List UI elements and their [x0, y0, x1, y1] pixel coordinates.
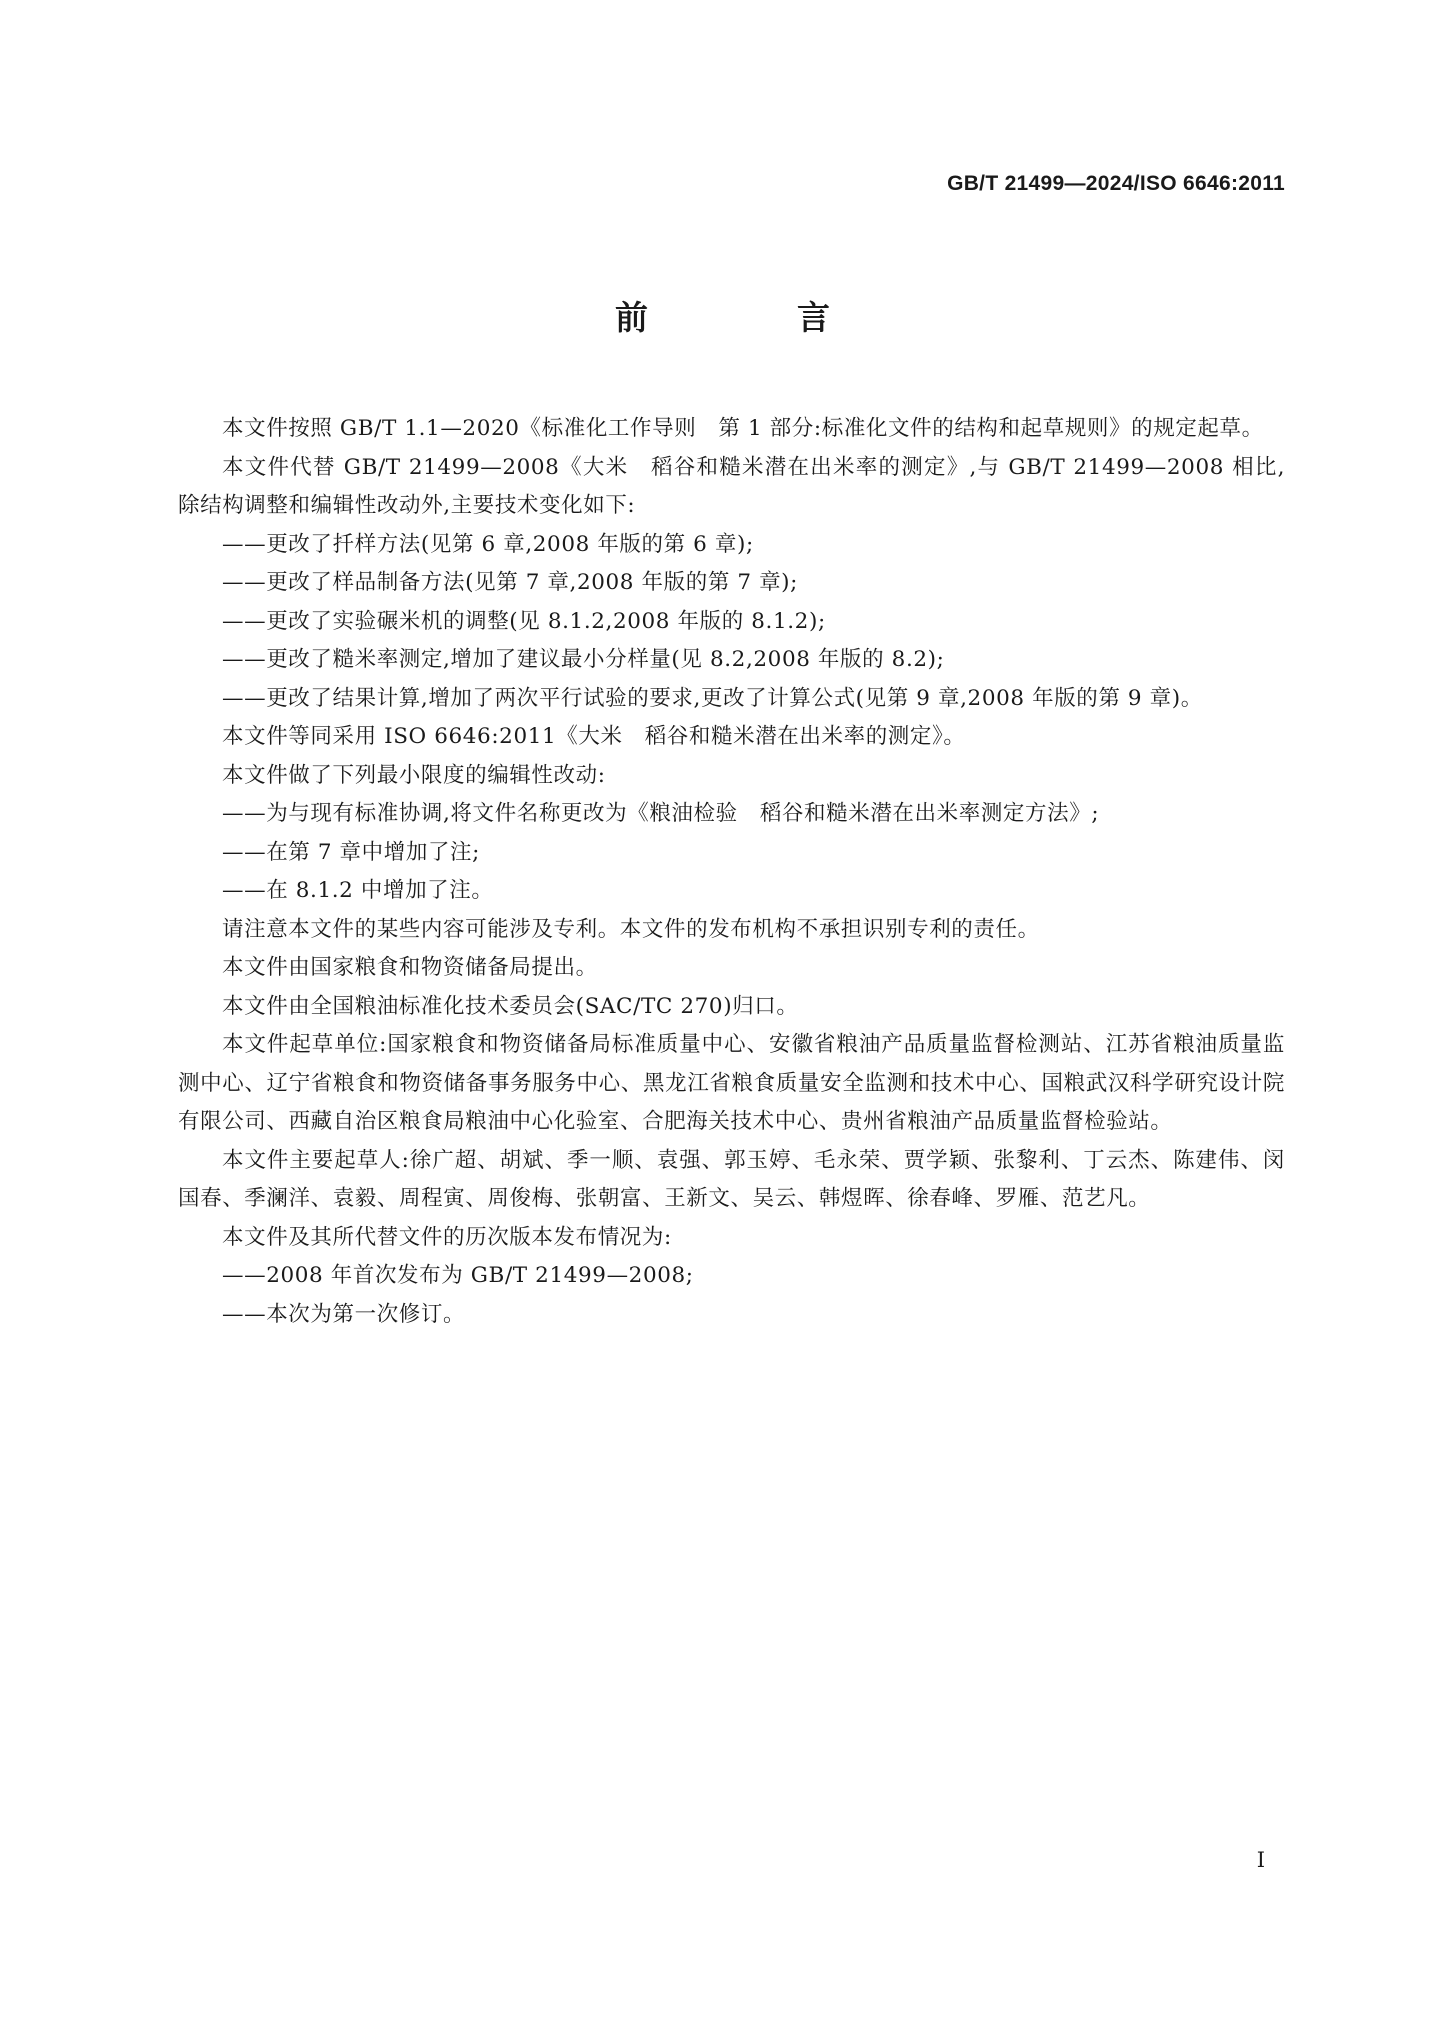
- page-title: 前 言: [615, 298, 888, 337]
- list-item: ——更改了扦样方法(见第 6 章,2008 年版的第 6 章);: [222, 531, 754, 557]
- list-item: ——在第 7 章中增加了注;: [222, 839, 480, 865]
- list-item: ——更改了实验碾米机的调整(见 8.1.2,2008 年版的 8.1.2);: [222, 608, 826, 634]
- paragraph: 本文件起草单位:国家粮食和物资储备局标准质量中心、安徽省粮油产品质量监督检测站、江苏省粮油质量监测中心、辽宁省粮食和物资储备事务服务中心、黑龙江省粮食质量安全监测和技术中心、国粮武汉科学研究设计院有限公司、西藏自治区粮食局粮油中心化验室、合肥海关技术中心、贵州省粮油产品质量监督检验站。: [178, 1032, 1285, 1134]
- list-item: ——更改了糙米率测定,增加了建议最小分样量(见 8.2,2008 年版的 8.2);: [222, 647, 945, 672]
- paragraph: 本文件主要起草人:徐广超、胡斌、季一顺、袁强、郭玉婷、毛永荣、贾学颖、张黎利、丁云杰、陈建伟、闵国春、季澜洋、袁毅、周程寅、周俊梅、张朝富、王新文、吴云、韩煜晖、徐春峰、罗雁、范艺凡。: [178, 1147, 1285, 1211]
- document-body: [178, 410, 1285, 1334]
- list-item: ——在 8.1.2 中增加了注。: [222, 878, 494, 903]
- paragraph: 请注意本文件的某些内容可能涉及专利。本文件的发布机构不承担识别专利的责任。: [222, 916, 1040, 942]
- list-item: ——本次为第一次修订。: [222, 1301, 466, 1327]
- paragraph: 本文件及其所代替文件的历次版本发布情况为:: [222, 1224, 672, 1250]
- paragraph: 本文件做了下列最小限度的编辑性改动:: [222, 762, 606, 788]
- paragraph: 本文件等同采用 ISO 6646:2011《大米 稻谷和糙米潜在出米率的测定》。: [222, 724, 966, 749]
- paragraph: 本文件代替 GB/T 21499—2008《大米 稻谷和糙米潜在出米率的测定》,与 GB/T 21499—2008 相比,除结构调整和编辑性改动外,主要技术变化如下:: [178, 454, 1285, 518]
- list-item: ——为与现有标准协调,将文件名称更改为《粮油检验 稻谷和糙米潜在出米率测定方法》;: [222, 801, 1100, 826]
- standard-code: GB/T 21499—2024/ISO 6646:2011: [947, 172, 1285, 195]
- paragraph: 本文件由国家粮食和物资储备局提出。: [222, 955, 598, 980]
- list-item: ——更改了样品制备方法(见第 7 章,2008 年版的第 7 章);: [222, 570, 799, 595]
- list-item: ——更改了结果计算,增加了两次平行试验的要求,更改了计算公式(见第 9 章,2008 年版的第 9 章)。: [222, 685, 1203, 711]
- paragraph: 本文件由全国粮油标准化技术委员会(SAC/TC 270)归口。: [222, 993, 799, 1019]
- paragraph: 本文件按照 GB/T 1.1—2020《标准化工作导则 第 1 部分:标准化文件的结构和起草规则》的规定起草。: [222, 416, 1264, 441]
- page-number: I: [1256, 1848, 1265, 1872]
- list-item: ——2008 年首次发布为 GB/T 21499—2008;: [222, 1263, 694, 1288]
